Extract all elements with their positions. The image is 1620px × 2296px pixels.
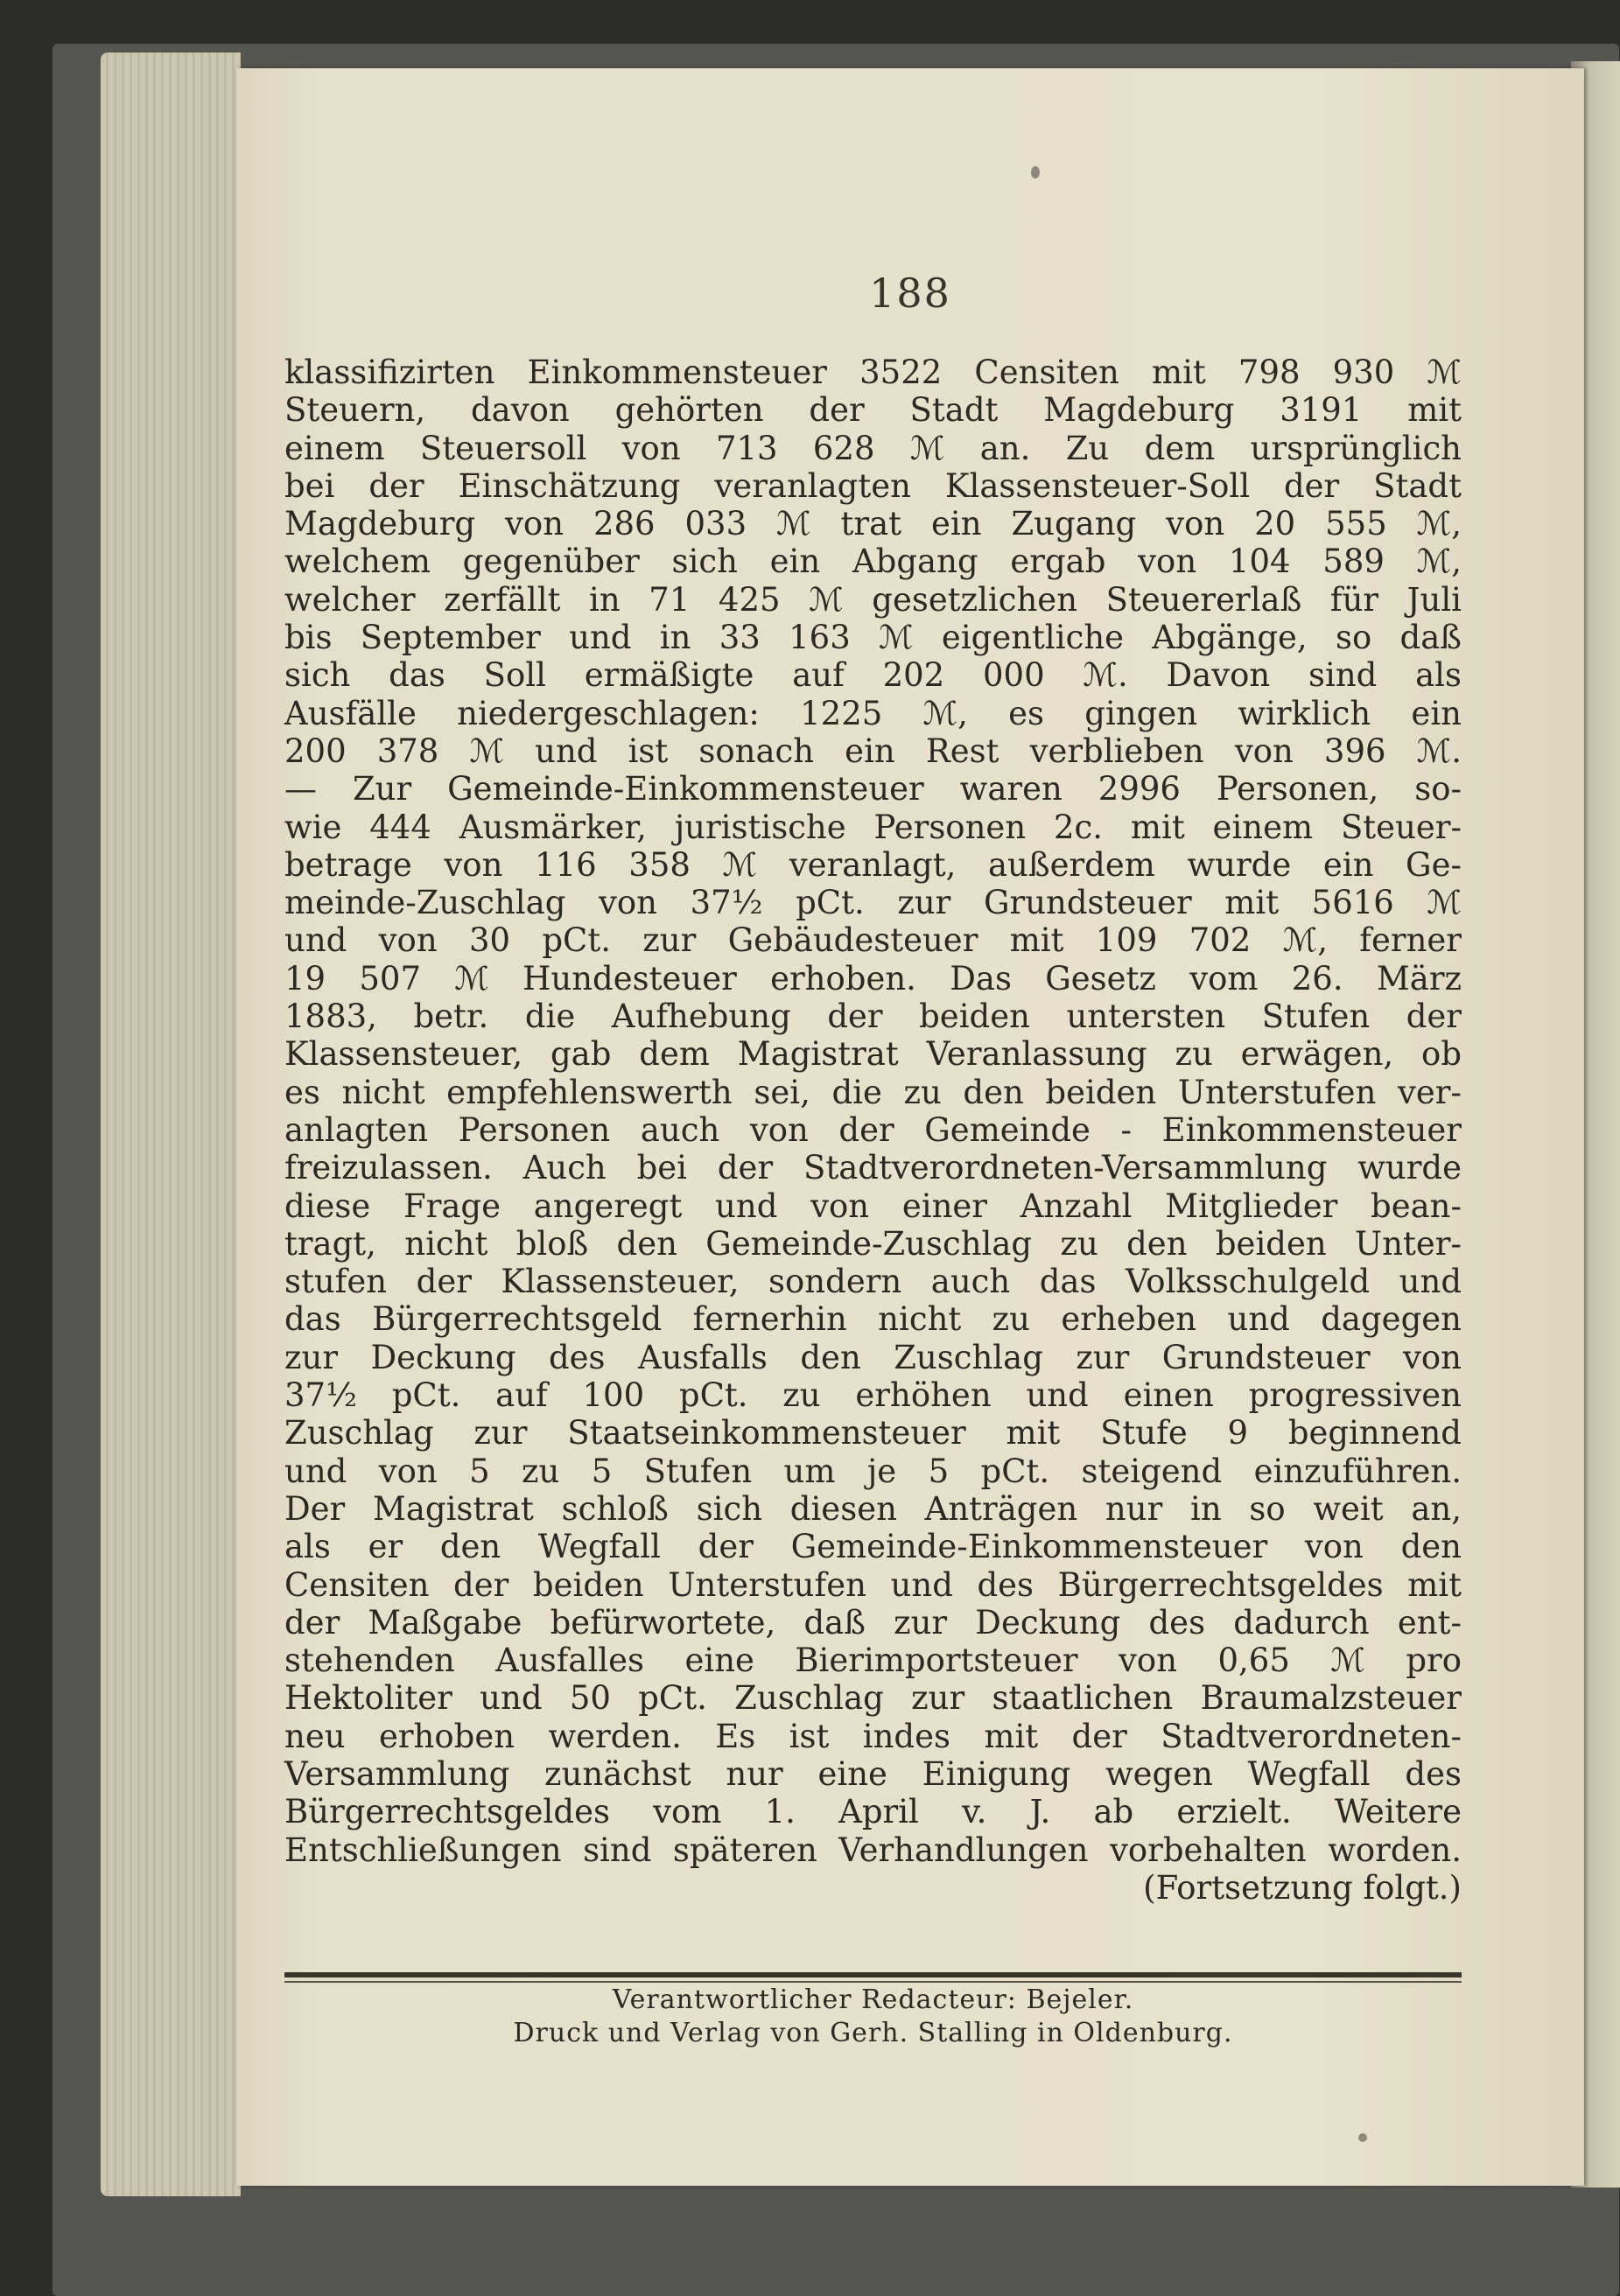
- text-line: einem Steuersoll von 713 628 ℳ an. Zu dem ursprünglich: [284, 429, 1462, 467]
- text-line: und von 30 pCt. zur Gebäudesteuer mit 109 702 ℳ, ferner: [284, 921, 1462, 960]
- text-line: Magdeburg von 286 033 ℳ trat ein Zugang von 20 555 ℳ,: [284, 505, 1462, 543]
- text-line: neu erhoben werden. Es ist indes mit der Stadtverordneten-: [284, 1717, 1462, 1755]
- text-line: stufen der Klassensteuer, sondern auch das Volksschulgeld und: [284, 1263, 1462, 1301]
- text-line: Bürgerrechtsgeldes vom 1. April v. J. ab erzielt. Weitere: [284, 1793, 1462, 1831]
- text-line: 19 507 ℳ Hundesteuer erhoben. Das Gesetz vom 26. März: [284, 959, 1462, 998]
- text-line: das Bürgerrechtsgeld fernerhin nicht zu erheben und dagegen: [284, 1300, 1462, 1339]
- text-line: es nicht empfehlenswerth sei, die zu den beiden Unterstufen ver-: [284, 1073, 1462, 1111]
- text-line: Steuern, davon gehörten der Stadt Magdeburg 3191 mit: [284, 391, 1462, 430]
- text-line: betrage von 116 358 ℳ veranlagt, außerdem wurde ein Ge-: [284, 845, 1462, 884]
- paper-speck: [1358, 2133, 1367, 2142]
- text-line: Der Magistrat schloß sich diesen Anträgen nur in so weit an,: [284, 1489, 1462, 1528]
- paper-speck: [1031, 166, 1040, 178]
- text-line: als er den Wegfall der Gemeinde-Einkommensteuer von den: [284, 1528, 1462, 1566]
- page-edges: [101, 52, 241, 2196]
- text-line: stehenden Ausfalles eine Bierimportsteuer von 0,65 ℳ pro: [284, 1642, 1462, 1680]
- body-text: [284, 354, 1462, 1907]
- text-line: wie 444 Ausmärker, juristische Personen 2c. mit einem Steuer-: [284, 808, 1462, 846]
- text-line: diese Frage angeregt und von einer Anzahl Mitglieder bean-: [284, 1186, 1462, 1225]
- continuation-note: (Fortsetzung folgt.): [1143, 1868, 1462, 1907]
- text-line: Hektoliter und 50 pCt. Zuschlag zur staatlichen Braumalzsteuer: [284, 1679, 1462, 1718]
- text-line: bei der Einschätzung veranlagten Klassensteuer-Soll der Stadt: [284, 466, 1462, 505]
- text-line: bis September und in 33 163 ℳ eigentliche Abgänge, so daß: [284, 619, 1462, 657]
- text-line: Ausfälle niedergeschlagen: 1225 ℳ, es gingen wirklich ein: [284, 694, 1462, 732]
- text-line: klassifizirten Einkommensteuer 3522 Censiten mit 798 930 ℳ: [284, 354, 1462, 391]
- text-line: Zuschlag zur Staatseinkommensteuer mit Stufe 9 beginnend: [284, 1414, 1462, 1452]
- rule-thin: [284, 1981, 1462, 1983]
- printer-imprint: Druck und Verlag von Gerh. Stalling in Oldenburg.: [513, 2018, 1233, 2048]
- text-line: Klassensteuer, gab dem Magistrat Veranlassung zu erwägen, ob: [284, 1035, 1462, 1074]
- text-line: — Zur Gemeinde-Einkommensteuer waren 2996 Personen, so-: [284, 770, 1462, 808]
- text-line: zur Deckung des Ausfalls den Zuschlag zur Grundsteuer von: [284, 1338, 1462, 1376]
- text-line: tragt, nicht bloß den Gemeinde-Zuschlag zu den beiden Unter-: [284, 1224, 1462, 1263]
- text-line: 200 378 ℳ und ist sonach ein Rest verblieben von 396 ℳ.: [284, 732, 1462, 770]
- text-line: 1883, betr. die Aufhebung der beiden untersten Stufen der: [284, 998, 1462, 1036]
- page-number: 188: [869, 270, 951, 317]
- text-line: 37½ pCt. auf 100 pCt. zu erhöhen und einen progressiven: [284, 1376, 1462, 1415]
- text-line: der Maßgabe befürwortete, daß zur Deckung des dadurch ent-: [284, 1603, 1462, 1642]
- text-line: welchem gegenüber sich ein Abgang ergab von 104 589 ℳ,: [284, 542, 1462, 581]
- text-line: welcher zerfällt in 71 425 ℳ gesetzlichen Steuererlaß für Juli: [284, 580, 1462, 619]
- text-line: Censiten der beiden Unterstufen und des Bürgerrechtsgeldes mit: [284, 1565, 1462, 1604]
- text-line: freizulassen. Auch bei der Stadtverordneten-Versammlung wurde: [284, 1149, 1462, 1187]
- text-line: sich das Soll ermäßigte auf 202 000 ℳ. Davon sind als: [284, 656, 1462, 695]
- editor-imprint: Verantwortlicher Redacteur: Bejeler.: [612, 1984, 1134, 2015]
- text-line: und von 5 zu 5 Stufen um je 5 pCt. steigend einzuführen.: [284, 1452, 1462, 1490]
- text-line: anlagten Personen auch von der Gemeinde - Einkommensteuer: [284, 1110, 1462, 1149]
- rule-thick: [284, 1972, 1462, 1978]
- text-line: Entschließungen sind späteren Verhandlungen vorbehalten worden.: [284, 1830, 1462, 1869]
- text-line: meinde-Zuschlag von 37½ pCt. zur Grundsteuer mit 5616 ℳ: [284, 884, 1462, 922]
- text-line: Versammlung zunächst nur eine Einigung wegen Wegfall des: [284, 1754, 1462, 1793]
